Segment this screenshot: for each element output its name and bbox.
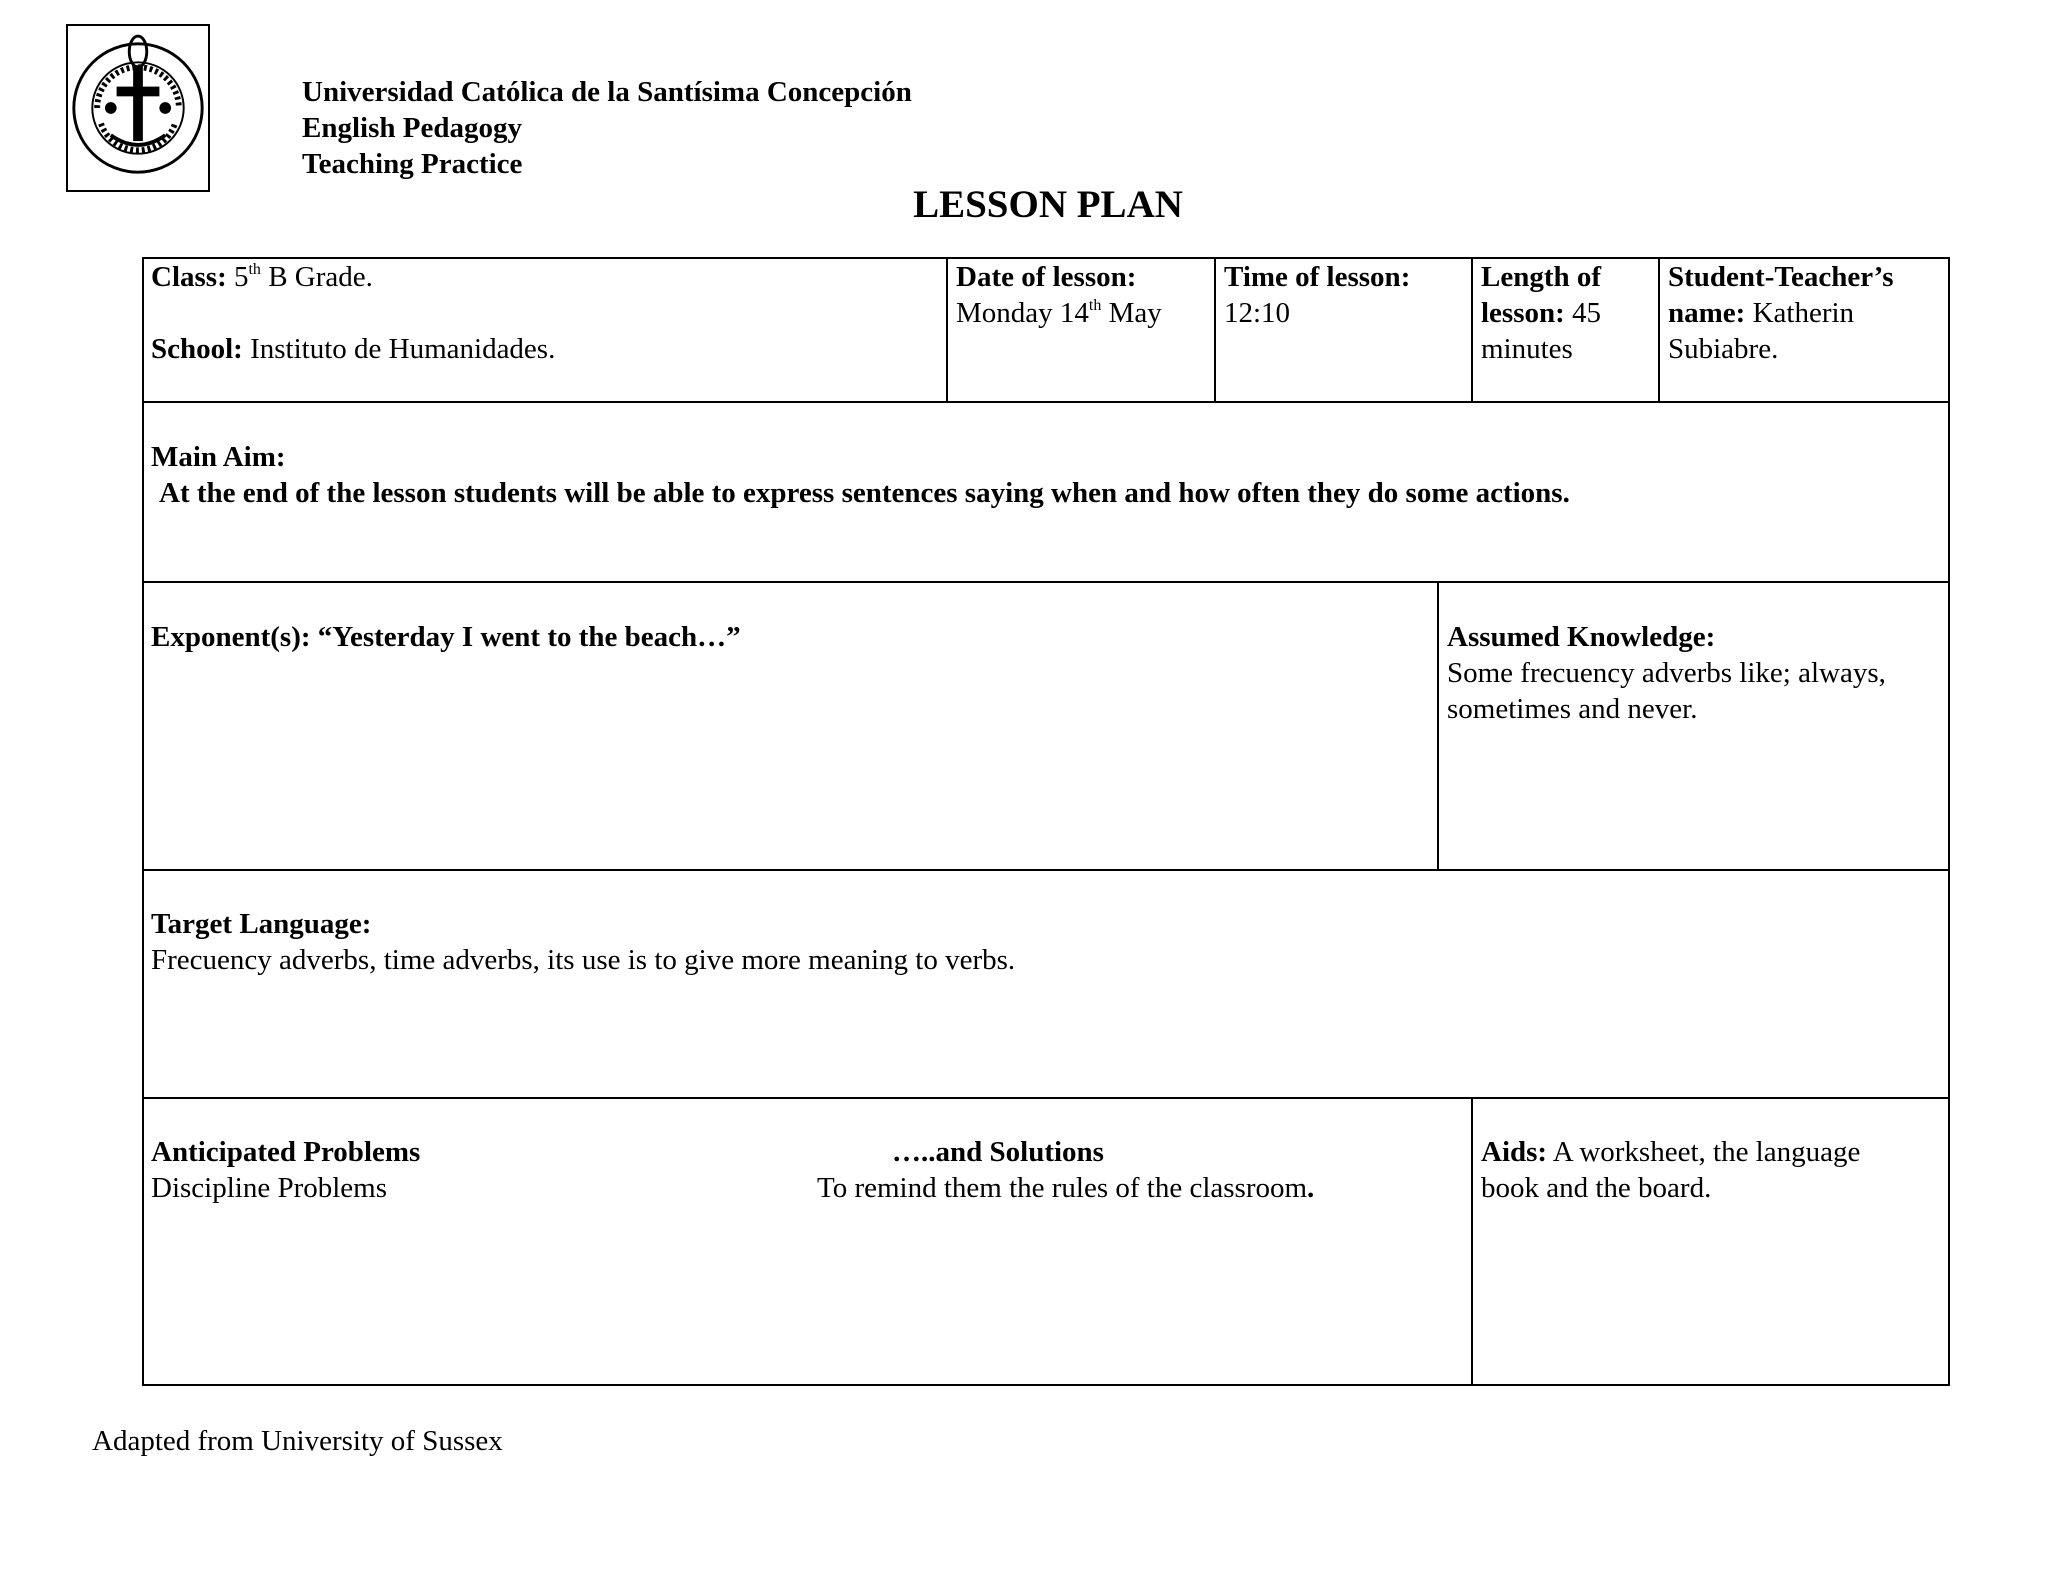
divider (1214, 257, 1216, 403)
school-value: Instituto de Humanidades. (242, 333, 556, 365)
main-aim-label: Main Aim: (151, 441, 286, 473)
divider (1471, 257, 1473, 403)
date-label: Date of lesson: (956, 261, 1137, 293)
class-value: B Grade. (260, 261, 373, 293)
assumed-knowledge-line2: sometimes and never. (1447, 693, 1698, 725)
class-suffix: th (248, 261, 261, 278)
length-unit: minutes (1481, 333, 1573, 365)
assumed-knowledge-label: Assumed Knowledge: (1447, 621, 1716, 653)
teacher-label: Student-Teacher’s (1668, 261, 1894, 293)
solutions-period: . (1307, 1172, 1315, 1204)
divider (1658, 257, 1660, 403)
teacher-label-2: name: (1668, 297, 1746, 329)
divider (1471, 1097, 1473, 1386)
target-language-label: Target Language: (151, 908, 372, 940)
length-field (1481, 259, 1601, 367)
divider (1437, 581, 1439, 871)
time-value: 12:10 (1224, 297, 1291, 329)
class-label: Class: (151, 261, 227, 293)
teacher-field (1668, 259, 1894, 367)
aids-text: A worksheet, the language (1547, 1136, 1861, 1168)
length-label: Length of (1481, 261, 1602, 293)
date-field (956, 259, 1162, 331)
exponents-label: Exponent(s): “Yesterday I went to the beach…” (151, 621, 741, 653)
university-logo (66, 24, 210, 192)
target-language-section (142, 869, 1950, 1099)
date-value: Monday 14 (956, 297, 1089, 329)
university-name: Universidad Católica de la Santísima Concepción (302, 76, 912, 108)
time-label: Time of lesson: (1224, 261, 1411, 293)
problems-label: Anticipated Problems (151, 1136, 421, 1168)
date-month: May (1101, 297, 1162, 329)
school-label: School: (151, 333, 243, 365)
class-number: 5 (233, 261, 249, 293)
department-name: English Pedagogy (302, 112, 522, 144)
main-aim-text: At the end of the lesson students will be able to express sentences saying when and how often they do some actions. (159, 477, 1570, 509)
aids-label: Aids: (1481, 1136, 1548, 1168)
class-field (151, 259, 373, 295)
school-field (151, 331, 555, 367)
page-title: LESSON PLAN (913, 183, 1183, 226)
solutions-field (817, 1170, 1314, 1206)
solutions-label: …..and Solutions (892, 1136, 1104, 1168)
teacher-first-name: Katherin (1745, 297, 1855, 329)
course-name: Teaching Practice (302, 148, 523, 180)
solutions-text: To remind them the rules of the classroom (817, 1172, 1308, 1204)
teacher-last-name: Subiabre. (1668, 333, 1779, 365)
aids-text-2: book and the board. (1481, 1172, 1712, 1204)
time-field (1224, 259, 1410, 331)
footer-note: Adapted from University of Sussex (92, 1425, 503, 1457)
date-suffix: th (1088, 297, 1102, 314)
target-language-text: Frecuency adverbs, time adverbs, its use is to give more meaning to verbs. (151, 944, 1016, 976)
divider (946, 257, 948, 403)
assumed-knowledge-line1: Some frecuency adverbs like; always, (1447, 657, 1886, 689)
length-value: 45 (1564, 297, 1602, 329)
length-label-2: lesson: (1481, 297, 1565, 329)
aids-field (1481, 1134, 1860, 1206)
seal-icon (68, 26, 208, 190)
problems-text: Discipline Problems (151, 1172, 388, 1204)
